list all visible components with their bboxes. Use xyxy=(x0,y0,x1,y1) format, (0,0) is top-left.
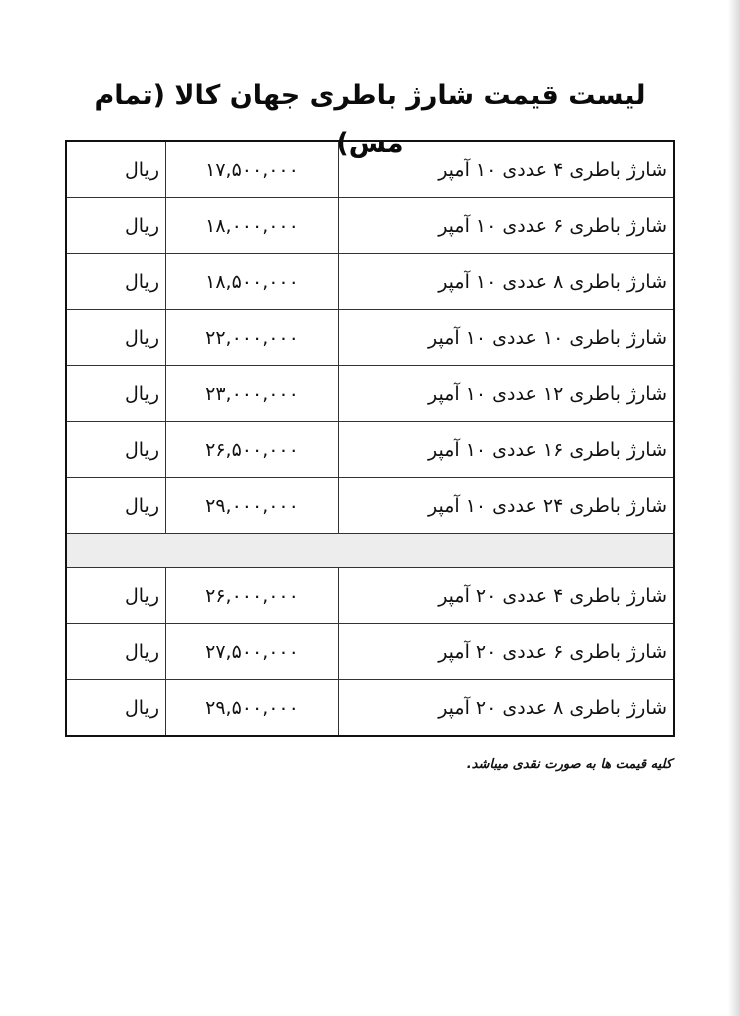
group-separator-row xyxy=(66,534,674,568)
table-row xyxy=(66,366,674,422)
table-row xyxy=(66,141,674,198)
price-value: ۱۷,۵۰۰,۰۰۰ xyxy=(166,141,339,198)
item-description: شارژ باطری ۲۴ عددی ۱۰ آمپر xyxy=(339,478,675,534)
price-value: ۲۷,۵۰۰,۰۰۰ xyxy=(166,624,339,680)
price-value: ۲۲,۰۰۰,۰۰۰ xyxy=(166,310,339,366)
item-description: شارژ باطری ۶ عددی ۲۰ آمپر xyxy=(339,624,675,680)
table-row xyxy=(66,198,674,254)
currency-unit: ریال xyxy=(66,680,166,737)
payment-footnote: کلیه قیمت ها به صورت نقدی میباشد. xyxy=(466,757,672,772)
price-value: ۱۸,۵۰۰,۰۰۰ xyxy=(166,254,339,310)
currency-unit: ریال xyxy=(66,422,166,478)
currency-unit: ریال xyxy=(66,624,166,680)
currency-unit: ریال xyxy=(66,478,166,534)
price-value: ۲۳,۰۰۰,۰۰۰ xyxy=(166,366,339,422)
item-description: شارژ باطری ۱۶ عددی ۱۰ آمپر xyxy=(339,422,675,478)
currency-unit: ریال xyxy=(66,141,166,198)
table-row xyxy=(66,624,674,680)
price-value: ۲۶,۰۰۰,۰۰۰ xyxy=(166,568,339,624)
page-edge-shadow xyxy=(728,0,740,1016)
currency-unit: ریال xyxy=(66,198,166,254)
table-row xyxy=(66,478,674,534)
table-row xyxy=(66,680,674,737)
item-description: شارژ باطری ۱۰ عددی ۱۰ آمپر xyxy=(339,310,675,366)
item-description: شارژ باطری ۸ عددی ۱۰ آمپر xyxy=(339,254,675,310)
item-description: شارژ باطری ۶ عددی ۱۰ آمپر xyxy=(339,198,675,254)
document-title: لیست قیمت شارژ باطری جهان کالا (تمام مس) xyxy=(94,80,646,159)
currency-unit: ریال xyxy=(66,366,166,422)
currency-unit: ریال xyxy=(66,254,166,310)
price-value: ۲۶,۵۰۰,۰۰۰ xyxy=(166,422,339,478)
item-description: شارژ باطری ۸ عددی ۲۰ آمپر xyxy=(339,680,675,737)
item-description: شارژ باطری ۴ عددی ۲۰ آمپر xyxy=(339,568,675,624)
item-description: شارژ باطری ۱۲ عددی ۱۰ آمپر xyxy=(339,366,675,422)
price-value: ۲۹,۰۰۰,۰۰۰ xyxy=(166,478,339,534)
price-table xyxy=(65,140,675,737)
table-row xyxy=(66,422,674,478)
table-row xyxy=(66,254,674,310)
group-separator-cell xyxy=(66,534,674,568)
price-value: ۱۸,۰۰۰,۰۰۰ xyxy=(166,198,339,254)
price-value: ۲۹,۵۰۰,۰۰۰ xyxy=(166,680,339,737)
currency-unit: ریال xyxy=(66,310,166,366)
table-row xyxy=(66,310,674,366)
currency-unit: ریال xyxy=(66,568,166,624)
table-row xyxy=(66,568,674,624)
item-description: شارژ باطری ۴ عددی ۱۰ آمپر xyxy=(339,141,675,198)
